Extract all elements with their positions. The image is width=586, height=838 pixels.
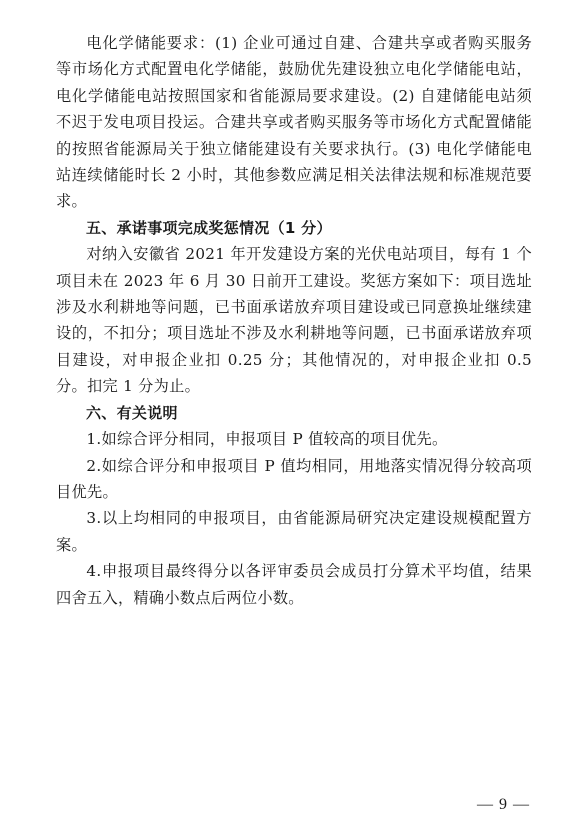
section-heading-commitment: 五、承诺事项完成奖惩情况（1 分） [86, 218, 332, 237]
paragraph-commitment-rules: 对纳入安徽省 2021 年开发建设方案的光伏电站项目，每有 1 个项目未在 2023 年 6 月 30 日前开工建设。奖惩方案如下：项目选址涉及水利耕地等问题，已书面承诺放弃项目建设或已同意换址继续建设的，不扣分；项目选址不涉及水利耕地等问题，已书面承诺放弃项目建设，对申报企业扣 0.25 分；其他情况的，对申报企业扣 0.5 分。扣完 1 分为止。 [56, 245, 532, 396]
note-item-3: 3.以上均相同的申报项目，由省能源局研究决定建设规模配置方案。 [56, 509, 532, 554]
note-item-1: 1.如综合评分相同，申报项目 P 值较高的项目优先。 [86, 430, 448, 449]
page-number: — 9 — [477, 796, 530, 813]
note-item-4: 4.申报项目最终得分以各评审委员会成员打分算术平均值，结果四舍五入，精确小数点后两位小数。 [56, 562, 532, 607]
document-body [56, 30, 532, 611]
note-item-2: 2.如综合评分和申报项目 P 值均相同，用地落实情况得分较高项目优先。 [56, 456, 532, 501]
paragraph-storage-requirements: 电化学储能要求：(1) 企业可通过自建、合建共享或者购买服务等市场化方式配置电化学储能，鼓励优先建设独立电化学储能电站，电化学储能电站按照国家和省能源局要求建设。(2) 自建储能电站须不迟于发电项目投运。合建共享或者购买服务等市场化方式配置储能的按照省能源局关于独立储能建设有关要求执行。(3) 电化学储能电站连续储能时长 2 小时，其他参数应满足相关法律法规和标准规范要求。 [56, 34, 532, 211]
section-heading-notes: 六、有关说明 [86, 403, 178, 422]
